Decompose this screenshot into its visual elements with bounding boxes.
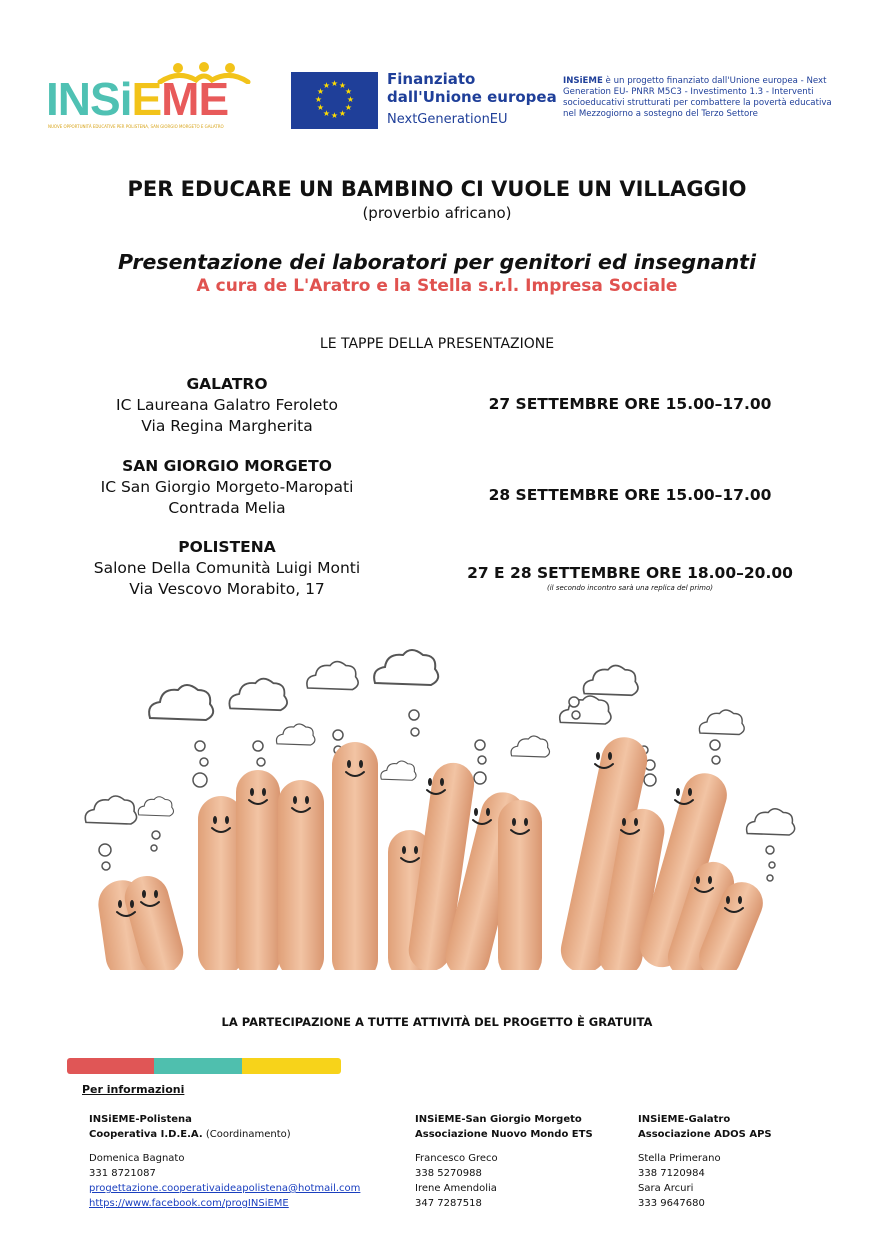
contact-person: Irene Amendolia xyxy=(415,1183,497,1194)
stop-place: Salone Della Comunità Luigi Monti xyxy=(93,559,361,577)
smiling-fingers-illustration xyxy=(70,640,810,970)
contact-phone: 338 7120984 xyxy=(638,1168,705,1179)
contact-person: Francesco Greco xyxy=(415,1153,498,1164)
contact-person: Domenica Bagnato xyxy=(89,1153,185,1164)
svg-text:★: ★ xyxy=(322,81,331,90)
svg-text:★: ★ xyxy=(344,87,353,96)
eu-funding-label: Finanziato dall'Unione europea xyxy=(387,70,557,106)
contact-email-link[interactable]: progettazione.cooperativaideapolistena@hotmail.com xyxy=(89,1183,361,1194)
info-heading: Per informazioni xyxy=(82,1083,185,1096)
stop-datetime: 27 SETTEMBRE ORE 15.00–17.00 xyxy=(488,395,772,413)
contact-web-link[interactable]: https://www.facebook.com/progINSiEME xyxy=(89,1198,289,1209)
contact-polistena xyxy=(89,1112,360,1211)
contact-person: Sara Arcuri xyxy=(638,1183,694,1194)
stop-note: (il secondo incontro sarà una replica del primo) xyxy=(546,584,713,592)
next-generation-eu-label: NextGenerationEU xyxy=(387,112,508,127)
svg-text:★: ★ xyxy=(346,95,355,104)
contact-name: INSiEME-Polistena xyxy=(89,1114,192,1125)
section-heading: LE TAPPE DELLA PRESENTAZIONE xyxy=(319,336,555,352)
stop-place: IC Laureana Galatro Feroleto xyxy=(116,396,338,414)
contact-san-giorgio xyxy=(415,1112,593,1211)
eu-flag-icon xyxy=(291,72,378,129)
svg-text:★: ★ xyxy=(316,87,325,96)
svg-text:★: ★ xyxy=(338,81,347,90)
free-participation-note: LA PARTECIPAZIONE A TUTTE ATTIVITÀ DEL PROGETTO È GRATUITA xyxy=(221,1015,653,1029)
project-description: INSiEME è un progetto finanziato dall'Unione europea - Next Generation EU- PNRR M5C3 - Investimento 1.3 - Interventi socioeducativi strutturati per combattere la povertà educativa nel Mezzogiorno a sostegno del Terzo Settore xyxy=(563,76,832,119)
svg-text:★: ★ xyxy=(322,109,331,118)
logo-wordmark: INSiEME xyxy=(46,73,229,125)
stop-location-polistena xyxy=(50,537,404,600)
contact-org-suffix: (Coordinamento) xyxy=(202,1129,291,1140)
stop-town: SAN GIORGIO MORGETO xyxy=(122,457,332,475)
color-stripe xyxy=(67,1058,341,1074)
contact-person: Stella Primerano xyxy=(638,1153,721,1164)
logo-tagline: NUOVE OPPORTUNITÀ EDUCATIVE PER POLISTENA, SAN GIORGIO MORGETO E GALATRO xyxy=(48,124,224,129)
contact-name: INSiEME-San Giorgio Morgeto xyxy=(415,1114,582,1125)
subtitle: Presentazione dei laboratori per genitori ed insegnanti xyxy=(117,250,757,274)
contact-phone: 331 8721087 xyxy=(89,1168,156,1179)
contact-galatro xyxy=(638,1112,772,1211)
contact-phone: 347 7287518 xyxy=(415,1198,482,1209)
svg-text:★: ★ xyxy=(338,109,347,118)
page-title: PER EDUCARE UN BAMBINO CI VUOLE UN VILLAGGIO xyxy=(127,177,747,201)
contact-org: Associazione ADOS APS xyxy=(638,1129,772,1140)
svg-text:★: ★ xyxy=(314,95,323,104)
proverb-caption: (proverbio africano) xyxy=(362,204,512,222)
contact-org: Associazione Nuovo Mondo ETS xyxy=(415,1129,593,1140)
stop-address: Via Regina Margherita xyxy=(141,417,313,435)
svg-text:★: ★ xyxy=(316,103,325,112)
stop-town: POLISTENA xyxy=(178,538,276,556)
stop-location-san-giorgio xyxy=(50,456,404,519)
curator-line: A cura de L'Aratro e la Stella s.r.l. Impresa Sociale xyxy=(196,276,678,296)
svg-text:★: ★ xyxy=(344,103,353,112)
contact-org: Cooperativa I.D.E.A. xyxy=(89,1129,203,1140)
contact-phone: 333 9647680 xyxy=(638,1198,705,1209)
stop-datetime: 27 E 28 SETTEMBRE ORE 18.00–20.00 xyxy=(467,564,793,582)
insieme-logo xyxy=(46,62,246,134)
stop-place: IC San Giorgio Morgeto-Maropati xyxy=(100,478,354,496)
contact-name: INSiEME-Galatro xyxy=(638,1114,731,1125)
stop-location-galatro xyxy=(50,374,404,437)
stop-town: GALATRO xyxy=(186,375,268,393)
stop-datetime: 28 SETTEMBRE ORE 15.00–17.00 xyxy=(488,486,772,504)
svg-text:★: ★ xyxy=(330,111,339,120)
svg-text:★: ★ xyxy=(330,79,339,88)
contact-phone: 338 5270988 xyxy=(415,1168,482,1179)
stop-address: Contrada Melia xyxy=(168,499,286,517)
stop-address: Via Vescovo Morabito, 17 xyxy=(129,580,325,598)
